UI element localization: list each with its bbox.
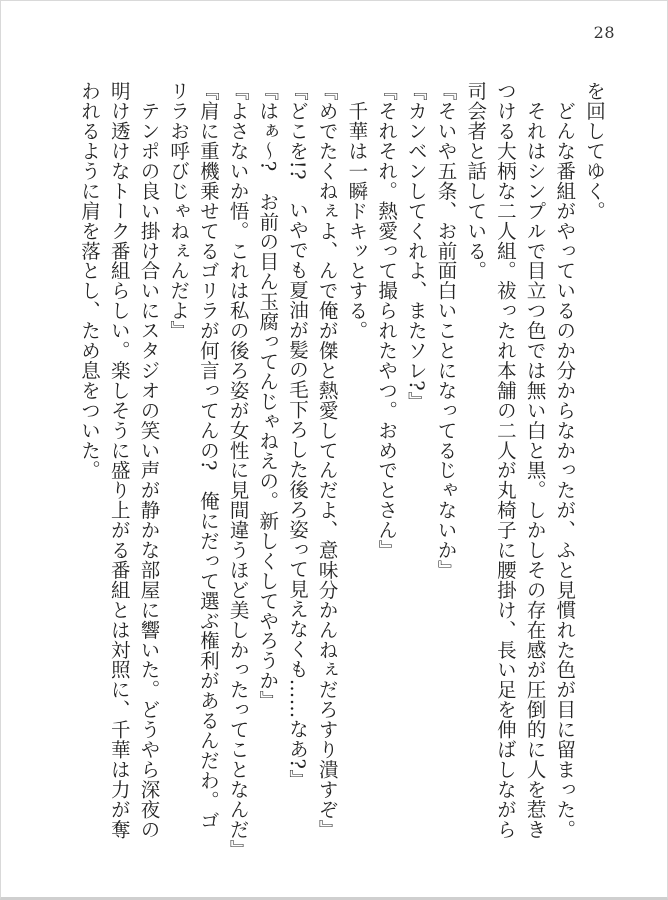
text-line: リラお呼びじゃねぇんだよ』 — [167, 81, 191, 341]
text-line: つける大柄な二人組。祓ったれ本舗の二人が丸椅子に腰掛け、長い足を伸ばしながら — [493, 81, 517, 840]
text-line: それはシンプルで目立つ色では無い白と黒。しかしその存在感が圧倒的に人を惹き — [523, 81, 547, 840]
text-line: 『肩に重機乗せてるゴリラが何言ってんの? 俺にだって選ぶ権利があるんだわ。ゴ — [196, 81, 220, 831]
text-line: テンポの良い掛け合いにスタジオの笑い声が静かな部屋に響いた。どうやら深夜の — [137, 81, 161, 840]
text-line: 『はぁ〜? お前の目ん玉腐ってんじゃねえの。新しくしてやろうか』 — [256, 81, 280, 711]
text-line: われるように肩を落とし、ため息をついた。 — [78, 81, 102, 480]
text-line: 『カンベンしてくれよ、またソレ?』 — [404, 81, 428, 412]
page-number: 28 — [593, 23, 615, 42]
text-line: 『そいや五条、お前面白いことになってるじゃないか』 — [434, 81, 458, 580]
text-line: 『よさないか悟。これは私の後ろ姿が女性に見間違うほど美しかったってことなんだ』 — [226, 81, 250, 860]
text-line: 明け透けなトーク番組らしい。楽しそうに盛り上がる番組とは対照に、千華は力が奪 — [107, 81, 131, 840]
text-line: 『それそれ。熱愛って撮られたやつ。おめでとさん』 — [375, 81, 399, 560]
text-line: を回してゆく。 — [583, 81, 606, 221]
text-line: 千華は一瞬ドキッとする。 — [345, 81, 369, 341]
text-line: 『めでたくねぇよ、んで俺が傑と熱愛してんだよ、意味分かんねぇだろすり潰すぞ』 — [315, 81, 339, 840]
text-line: どんな番組がやっているのか分からなかったが、ふと見慣れた色が目に留まった。 — [553, 81, 577, 840]
text-line: 司会者と話している。 — [464, 81, 488, 281]
vertical-body-text — [78, 81, 609, 860]
text-line: 『どこを!? いやでも夏油が髪の毛下ろした後ろ姿って見えなくも……なあ?』 — [285, 81, 309, 790]
